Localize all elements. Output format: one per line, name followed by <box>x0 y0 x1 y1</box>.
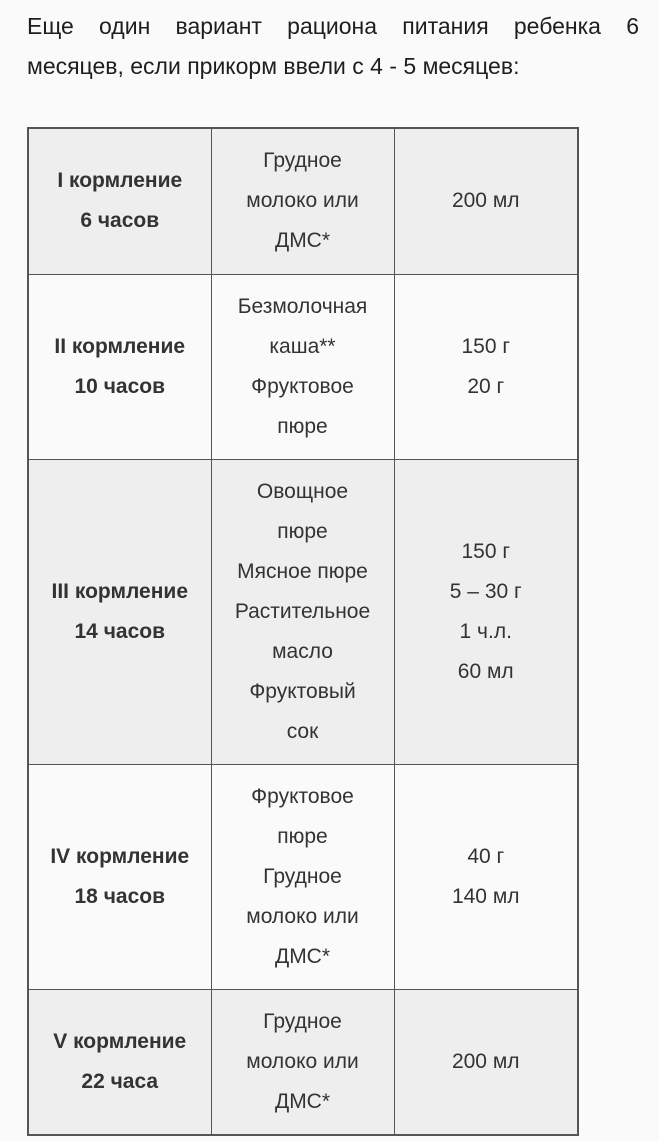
feeding-cell <box>28 989 211 1135</box>
food-line: пюре <box>277 414 328 438</box>
food-line: ДМС* <box>274 944 331 968</box>
food-line: Фруктовое <box>251 784 354 808</box>
feeding-time: 22 часа <box>81 1069 159 1093</box>
intro-line-2: месяцев, если прикорм ввели с 4 - 5 месяцев: <box>27 53 520 79</box>
table-row <box>28 764 578 989</box>
feeding-label: IV кормление <box>50 844 190 868</box>
food-line: Овощное <box>256 479 349 503</box>
feeding-time: 18 часов <box>74 884 165 908</box>
table-row <box>28 989 578 1135</box>
feeding-cell <box>28 128 211 274</box>
amount-line: 200 мл <box>451 189 520 213</box>
food-line: молоко или <box>246 1049 359 1073</box>
amount-line: 5 – 30 г <box>449 579 522 603</box>
amount-line: 140 мл <box>451 884 520 908</box>
food-line: ДМС* <box>274 229 331 253</box>
amount-cell <box>394 128 578 274</box>
food-line: Фруктовый <box>249 679 356 703</box>
feeding-cell <box>28 459 211 764</box>
intro-line-1: Еще один вариант рациона питания ребенка 6 <box>27 13 639 39</box>
feeding-cell <box>28 274 211 459</box>
food-line: Грудное <box>263 864 342 888</box>
food-cell <box>211 989 394 1135</box>
diet-table <box>27 127 579 1136</box>
food-line: сок <box>286 719 319 743</box>
table-row <box>28 128 578 274</box>
amount-line: 150 г <box>461 334 511 358</box>
feeding-label: III кормление <box>51 579 188 603</box>
amount-line: 150 г <box>461 539 511 563</box>
food-line: масло <box>272 639 333 663</box>
feeding-time: 14 часов <box>74 619 165 643</box>
food-line: Грудное <box>263 149 342 173</box>
amount-line: 200 мл <box>451 1049 520 1073</box>
amount-line: 1 ч.л. <box>459 619 512 643</box>
food-line: ДМС* <box>274 1089 331 1113</box>
amount-cell <box>394 274 578 459</box>
food-line: молоко или <box>246 189 359 213</box>
food-cell <box>211 764 394 989</box>
amount-line: 60 мл <box>457 659 514 683</box>
food-line: Фруктовое <box>251 374 354 398</box>
intro-text <box>27 6 639 86</box>
food-cell <box>211 274 394 459</box>
table-row <box>28 459 578 764</box>
feeding-time: 10 часов <box>74 374 165 398</box>
amount-cell <box>394 764 578 989</box>
food-cell <box>211 128 394 274</box>
food-line: пюре <box>277 519 328 543</box>
feeding-label: II кормление <box>54 334 186 358</box>
amount-line: 40 г <box>467 844 505 868</box>
food-line: Безмолочная <box>237 294 368 318</box>
food-line: Мясное пюре <box>237 559 368 583</box>
food-line: каша** <box>269 334 336 358</box>
feeding-label: V кормление <box>53 1029 187 1053</box>
food-line: молоко или <box>246 904 359 928</box>
food-line: пюре <box>277 824 328 848</box>
food-cell <box>211 459 394 764</box>
feeding-label: I кормление <box>57 169 183 193</box>
table-row <box>28 274 578 459</box>
amount-line: 20 г <box>467 374 505 398</box>
feeding-time: 6 часов <box>80 209 160 233</box>
food-line: Растительное <box>234 599 371 623</box>
amount-cell <box>394 989 578 1135</box>
amount-cell <box>394 459 578 764</box>
feeding-cell <box>28 764 211 989</box>
food-line: Грудное <box>263 1009 342 1033</box>
